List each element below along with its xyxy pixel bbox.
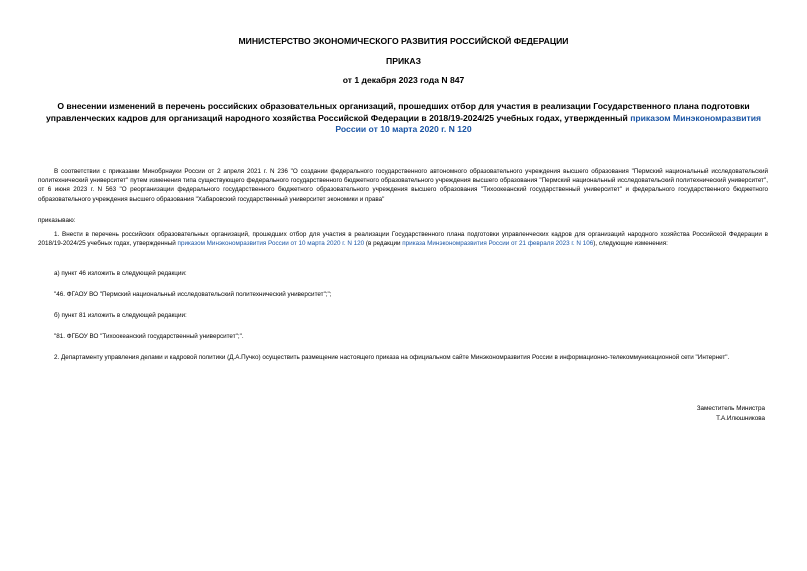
item-1-tail-text: ), следующие изменения: — [593, 240, 668, 248]
document-title — [30, 101, 777, 136]
order-word: приказываю: — [38, 217, 76, 224]
ministry-name: МИНИСТЕРСТВО ЭКОНОМИЧЕСКОГО РАЗВИТИЯ РОССИЙСКОЙ ФЕДЕРАЦИИ — [238, 36, 569, 46]
item-1-paragraph — [38, 230, 768, 248]
item-1-text: 1. Внести в перечень российских образовательных организаций, прошедших отбор для участия в реализации Государственного плана подготовки управленческих кадров для организаций народного хозяйства Российской Федерации в 2018/19-2024/25 учебных годах, утвержденный — [38, 231, 768, 248]
title-text: О внесении изменений в перечень российских образовательных организаций, прошедших отбор для участия в реализации Государственного плана подготовки управленческих кадров для организаций народного хозяйства Российской Федерации в 2018/19-2024/25 учебных годах, утвержденный — [45, 101, 750, 123]
quote-item-46: "46. ФГАОУ ВО "Пермский национальный исследовательский политехнический университет";"; — [54, 291, 332, 298]
order-106-link[interactable]: приказа Минэкономразвития России от 21 февраля 2023 г. N 106 — [402, 240, 594, 248]
signatory-position: Заместитель Министра — [696, 405, 765, 412]
preamble-paragraph: В соответствии с приказами Минобрнауки России от 2 апреля 2021 г. N 236 "О создании федерального государственного автономного образовательного учреждения высшего образования "Пермский национальный исследовательский политехнический университет" путем изменения типа существующего федерального государственного бюджетного образовательного учреждения высшего образования "Пермский национальный исследовательский политехнический университет", от 6 июня 2023 г. N 563 "О реорганизации федерального государственного бюджетного образовательного учреждения высшего образования "Тихоокеанский государственный университет" и федерального государственного бюджетного образовательного учреждения высшего образования "Хабаровский государственный университет экономики и права" — [38, 168, 768, 203]
signatory-name: Т.А.Илюшникова — [716, 415, 765, 422]
item-1-edition-text: (в редакции — [364, 240, 403, 248]
document-date-number: от 1 декабря 2023 года N 847 — [342, 75, 465, 85]
quote-item-81: "81. ФГБОУ ВО "Тихоокеанский государственный университет";". — [54, 333, 244, 340]
sub-item-a: а) пункт 46 изложить в следующей редакции: — [54, 270, 187, 277]
document-type: ПРИКАЗ — [386, 56, 421, 66]
order-120-link[interactable]: приказом Минэкономразвития России от 10 марта 2020 г. N 120 — [177, 240, 365, 248]
sub-item-b: б) пункт 81 изложить в следующей редакции: — [54, 312, 187, 319]
title-order-link[interactable]: приказом Минэкономразвития России от 10 марта 2020 г. N 120 — [335, 112, 762, 134]
item-2-paragraph: 2. Департаменту управления делами и кадровой политики (Д.А.Пучко) осуществить размещение настоящего приказа на официальном сайте Минэкономразвития России в информационно-телекоммуникационной сети "Интернет". — [54, 354, 730, 361]
